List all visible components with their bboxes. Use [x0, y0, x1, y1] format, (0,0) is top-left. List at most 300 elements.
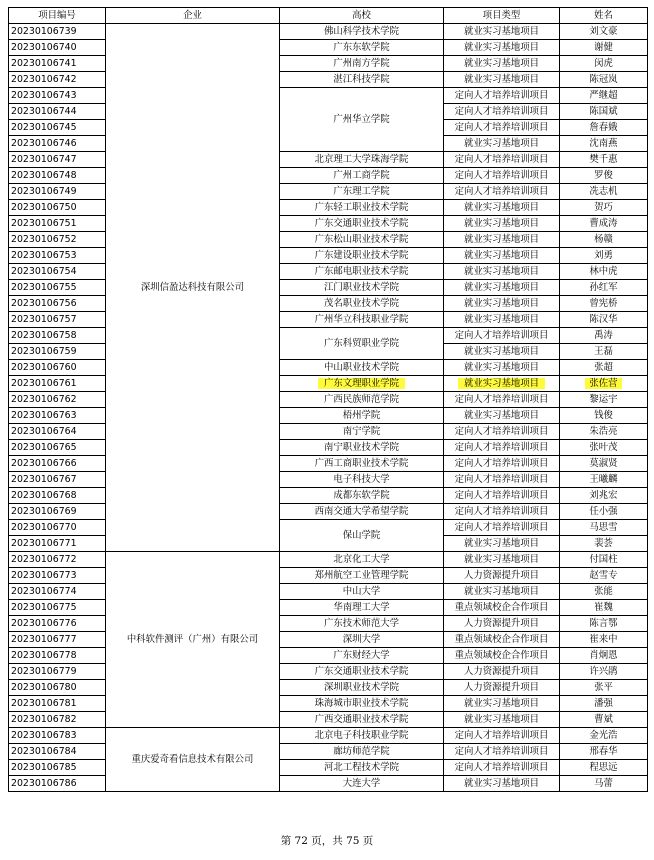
project-id-cell: 20230106769	[9, 504, 106, 520]
name-text: 肖炯恩	[589, 649, 618, 661]
school-cell	[280, 232, 444, 248]
name-text: 陈言鄂	[589, 617, 618, 629]
school-text: 广东轻工职业技术学院	[314, 201, 409, 213]
header-project-id: 项目编号	[9, 8, 106, 24]
name-text: 张平	[594, 681, 613, 693]
project-type-text: 定向人才培养培训项目	[454, 521, 549, 533]
project-type-text: 人力资源提升项目	[463, 681, 539, 693]
project-id-cell: 20230106741	[9, 56, 106, 72]
header-school: 高校	[280, 8, 444, 24]
project-id-cell: 20230106780	[9, 680, 106, 696]
school-cell: 广东科贸职业学院	[280, 328, 444, 360]
project-type-text: 人力资源提升项目	[463, 569, 539, 581]
project-id-cell: 20230106762	[9, 392, 106, 408]
project-type-text: 就业实习基地项目	[463, 313, 539, 325]
school-cell	[280, 456, 444, 472]
name-text: 马蕾	[594, 777, 613, 789]
name-cell	[560, 264, 648, 280]
company-cell: 重庆爱奇看信息技术有限公司	[106, 728, 280, 792]
project-type-text: 就业实习基地项目	[463, 361, 539, 373]
table-row	[9, 712, 648, 728]
project-id-cell: 20230106776	[9, 616, 106, 632]
project-type-text: 定向人才培养培训项目	[454, 105, 549, 117]
name-text: 程思远	[589, 761, 618, 773]
table-row	[9, 184, 648, 200]
school-cell	[280, 296, 444, 312]
name-text: 罗俊	[594, 169, 613, 181]
project-type-text: 定向人才培养培训项目	[454, 505, 549, 517]
name-cell	[560, 600, 648, 616]
name-cell	[560, 152, 648, 168]
project-type-text: 定向人才培养培训项目	[454, 745, 549, 757]
project-type-text: 就业实习基地项目	[463, 409, 539, 421]
project-type-text: 就业实习基地项目	[463, 137, 539, 149]
table-row	[9, 392, 648, 408]
project-id-cell: 20230106765	[9, 440, 106, 456]
table-row	[9, 152, 648, 168]
name-text: 张能	[594, 585, 613, 597]
project-type-cell	[444, 248, 560, 264]
project-id-cell: 20230106752	[9, 232, 106, 248]
project-id-cell: 20230106773	[9, 568, 106, 584]
school-text: 电子科技大学	[333, 473, 390, 485]
name-cell	[560, 136, 648, 152]
school-text: 广东交通职业技术学院	[314, 665, 409, 677]
project-type-cell	[444, 632, 560, 648]
school-text: 中山职业技术学院	[323, 361, 399, 373]
project-type-text: 就业实习基地项目	[463, 25, 539, 37]
project-type-text: 定向人才培养培训项目	[454, 329, 549, 341]
table-row	[9, 520, 648, 536]
school-text: 廊坊师范学院	[333, 745, 390, 757]
school-cell	[280, 632, 444, 648]
school-cell: 保山学院	[280, 520, 444, 552]
project-type-text: 就业实习基地项目	[463, 73, 539, 85]
project-type-text: 就业实习基地项目	[463, 281, 539, 293]
project-id-cell: 20230106758	[9, 328, 106, 344]
project-type-cell	[444, 776, 560, 792]
name-cell	[560, 632, 648, 648]
project-type-cell	[444, 472, 560, 488]
name-cell	[560, 392, 648, 408]
project-type-text: 就业实习基地项目	[463, 537, 539, 549]
school-text: 广东技术师范大学	[323, 617, 399, 629]
project-id-cell: 20230106782	[9, 712, 106, 728]
name-cell	[560, 552, 648, 568]
school-cell	[280, 616, 444, 632]
project-type-text: 人力资源提升项目	[463, 617, 539, 629]
school-cell	[280, 152, 444, 168]
table-row	[9, 584, 648, 600]
name-text: 曹成涛	[589, 217, 618, 229]
name-text: 刘文豪	[589, 25, 618, 37]
project-id-cell: 20230106777	[9, 632, 106, 648]
project-id-cell: 20230106778	[9, 648, 106, 664]
project-type-text: 就业实习基地项目	[463, 233, 539, 245]
name-cell	[560, 680, 648, 696]
project-id-cell: 20230106770	[9, 520, 106, 536]
project-type-text: 重点领域校企合作项目	[454, 633, 549, 645]
project-type-cell	[444, 344, 560, 360]
school-cell	[280, 440, 444, 456]
project-type-cell	[444, 280, 560, 296]
name-text: 陈国斌	[589, 105, 618, 117]
name-text: 严继超	[589, 89, 618, 101]
name-text: 刘兆宏	[589, 489, 618, 501]
school-text: 中山大学	[342, 585, 381, 597]
table-row	[9, 72, 648, 88]
school-text: 广东理工学院	[333, 185, 390, 197]
school-cell	[280, 776, 444, 792]
name-cell	[560, 504, 648, 520]
project-type-cell	[444, 296, 560, 312]
school-cell	[280, 472, 444, 488]
project-type-cell	[444, 568, 560, 584]
table-body	[9, 24, 648, 792]
table-row	[9, 376, 648, 392]
project-id-cell: 20230106745	[9, 120, 106, 136]
school-text: 广东财经大学	[333, 649, 390, 661]
school-cell: 广州华立学院	[280, 88, 444, 152]
project-type-cell	[444, 616, 560, 632]
name-text: 王曦麟	[589, 473, 618, 485]
project-type-text: 定向人才培养培训项目	[454, 393, 549, 405]
school-text: 广西民族师范学院	[323, 393, 399, 405]
project-type-cell	[444, 232, 560, 248]
name-text: 许兴鹃	[589, 665, 618, 677]
project-id-cell: 20230106747	[9, 152, 106, 168]
name-cell	[560, 168, 648, 184]
project-id-cell: 20230106768	[9, 488, 106, 504]
school-text: 广西工商职业技术学院	[314, 457, 409, 469]
project-type-text: 就业实习基地项目	[463, 553, 539, 565]
project-type-text: 定向人才培养培训项目	[454, 489, 549, 501]
name-text: 张超	[594, 361, 613, 373]
school-cell	[280, 488, 444, 504]
header-name: 姓名	[560, 8, 648, 24]
name-text: 闵虎	[594, 57, 613, 69]
project-type-cell	[444, 408, 560, 424]
name-cell	[560, 120, 648, 136]
name-cell	[560, 24, 648, 40]
name-text: 张叶茂	[589, 441, 618, 453]
name-text: 孙红军	[589, 281, 618, 293]
school-cell	[280, 648, 444, 664]
school-cell	[280, 40, 444, 56]
name-cell	[560, 712, 648, 728]
table-row	[9, 696, 648, 712]
school-text: 大连大学	[342, 777, 381, 789]
project-type-text: 就业实习基地项目	[463, 41, 539, 53]
name-cell	[560, 40, 648, 56]
name-cell	[560, 744, 648, 760]
project-type-text: 定向人才培养培训项目	[454, 121, 549, 133]
project-id-cell: 20230106751	[9, 216, 106, 232]
project-type-cell	[444, 360, 560, 376]
table-row	[9, 600, 648, 616]
project-type-cell	[444, 376, 560, 392]
name-cell	[560, 56, 648, 72]
name-text: 谢健	[594, 41, 613, 53]
name-cell	[560, 584, 648, 600]
name-text: 杨赣	[594, 233, 613, 245]
name-text: 沈南燕	[589, 137, 618, 149]
table-row	[9, 744, 648, 760]
name-cell	[560, 104, 648, 120]
project-id-cell: 20230106757	[9, 312, 106, 328]
school-text: 珠海城市职业技术学院	[314, 697, 409, 709]
project-id-cell: 20230106785	[9, 760, 106, 776]
project-id-cell: 20230106771	[9, 536, 106, 552]
project-id-cell: 20230106739	[9, 24, 106, 40]
project-type-cell	[444, 24, 560, 40]
project-id-cell: 20230106772	[9, 552, 106, 568]
name-cell	[560, 488, 648, 504]
name-cell	[560, 520, 648, 536]
project-type-cell	[444, 440, 560, 456]
name-text: 黎运宇	[589, 393, 618, 405]
header-company: 企业	[106, 8, 280, 24]
school-text: 华南理工大学	[333, 601, 390, 613]
table-row	[9, 552, 648, 568]
name-text: 任小强	[589, 505, 618, 517]
name-text: 赵雪专	[589, 569, 618, 581]
table-row	[9, 632, 648, 648]
project-id-cell: 20230106749	[9, 184, 106, 200]
name-cell	[560, 232, 648, 248]
name-cell	[560, 728, 648, 744]
name-text: 崔魏	[594, 601, 613, 613]
project-type-text: 定向人才培养培训项目	[454, 473, 549, 485]
name-text: 付国柱	[589, 553, 618, 565]
school-cell	[280, 184, 444, 200]
school-text: 南宁职业技术学院	[323, 441, 399, 453]
name-text: 朱浩亮	[589, 425, 618, 437]
school-cell	[280, 728, 444, 744]
school-cell	[280, 664, 444, 680]
project-id-cell: 20230106748	[9, 168, 106, 184]
project-type-cell	[444, 760, 560, 776]
name-text: 刘勇	[594, 249, 613, 261]
name-text: 邢春华	[589, 745, 618, 757]
project-id-cell: 20230106764	[9, 424, 106, 440]
name-cell	[560, 456, 648, 472]
table-row	[9, 472, 648, 488]
project-id-cell: 20230106750	[9, 200, 106, 216]
school-cell	[280, 248, 444, 264]
project-type-cell	[444, 72, 560, 88]
project-id-cell: 20230106740	[9, 40, 106, 56]
school-text: 广东东软学院	[333, 41, 390, 53]
name-cell	[560, 760, 648, 776]
project-type-text: 就业实习基地项目	[458, 378, 545, 389]
project-type-text: 就业实习基地项目	[463, 217, 539, 229]
name-text: 崔来中	[589, 633, 618, 645]
school-text: 江门职业技术学院	[323, 281, 399, 293]
name-cell	[560, 72, 648, 88]
project-type-text: 就业实习基地项目	[463, 777, 539, 789]
table-row	[9, 776, 648, 792]
name-cell	[560, 248, 648, 264]
school-text: 成都东软学院	[333, 489, 390, 501]
project-id-cell: 20230106781	[9, 696, 106, 712]
school-text: 北京化工大学	[333, 553, 390, 565]
table-row	[9, 664, 648, 680]
school-cell	[280, 312, 444, 328]
project-type-cell	[444, 184, 560, 200]
school-text: 河北工程技术学院	[323, 761, 399, 773]
name-text: 曾宪桥	[589, 297, 618, 309]
school-cell	[280, 280, 444, 296]
name-cell	[560, 776, 648, 792]
project-type-text: 定向人才培养培训项目	[454, 169, 549, 181]
name-cell	[560, 408, 648, 424]
school-text: 深圳职业技术学院	[323, 681, 399, 693]
project-type-text: 定向人才培养培训项目	[454, 185, 549, 197]
name-cell	[560, 472, 648, 488]
school-cell	[280, 72, 444, 88]
school-text: 广州华立科技职业学院	[314, 313, 409, 325]
project-id-cell: 20230106743	[9, 88, 106, 104]
table-row	[9, 40, 648, 56]
project-type-cell	[444, 504, 560, 520]
project-type-cell	[444, 328, 560, 344]
name-cell	[560, 296, 648, 312]
name-cell	[560, 376, 648, 392]
name-text: 林中虎	[589, 265, 618, 277]
table-row	[9, 24, 648, 40]
table-row	[9, 88, 648, 104]
school-cell	[280, 600, 444, 616]
name-cell	[560, 360, 648, 376]
school-text: 北京理工大学珠海学院	[314, 153, 409, 165]
table-row	[9, 680, 648, 696]
name-cell	[560, 648, 648, 664]
school-cell	[280, 216, 444, 232]
name-text: 潘强	[594, 697, 613, 709]
school-text: 广州南方学院	[333, 57, 390, 69]
project-id-cell: 20230106756	[9, 296, 106, 312]
school-text: 深圳大学	[342, 633, 381, 645]
project-type-cell	[444, 552, 560, 568]
project-type-text: 定向人才培养培训项目	[454, 153, 549, 165]
table-row	[9, 488, 648, 504]
table-row	[9, 200, 648, 216]
project-id-cell: 20230106784	[9, 744, 106, 760]
name-text: 裴荟	[594, 537, 613, 549]
school-text: 南宁学院	[342, 425, 381, 437]
name-cell	[560, 664, 648, 680]
project-id-cell: 20230106754	[9, 264, 106, 280]
name-text: 金光浩	[589, 729, 618, 741]
school-text: 北京电子科技职业学院	[314, 729, 409, 741]
table-row	[9, 456, 648, 472]
project-type-text: 就业实习基地项目	[463, 697, 539, 709]
project-id-cell: 20230106742	[9, 72, 106, 88]
project-id-cell: 20230106746	[9, 136, 106, 152]
school-cell	[280, 408, 444, 424]
project-id-cell: 20230106783	[9, 728, 106, 744]
table-row	[9, 168, 648, 184]
project-type-cell	[444, 696, 560, 712]
name-text: 冼志机	[589, 185, 618, 197]
school-text: 广东建设职业技术学院	[314, 249, 409, 261]
project-type-cell	[444, 488, 560, 504]
project-type-text: 就业实习基地项目	[463, 713, 539, 725]
project-type-text: 重点领域校企合作项目	[454, 649, 549, 661]
company-cell: 中科软件测评（广州）有限公司	[106, 552, 280, 728]
project-id-cell: 20230106755	[9, 280, 106, 296]
table-row	[9, 616, 648, 632]
name-cell	[560, 424, 648, 440]
table-row	[9, 728, 648, 744]
project-type-cell	[444, 600, 560, 616]
name-text: 陈汉华	[589, 313, 618, 325]
school-text: 佛山科学技术学院	[323, 25, 399, 37]
project-table	[8, 7, 648, 792]
project-id-cell: 20230106767	[9, 472, 106, 488]
page-footer: 第 72 页，共 75 页	[280, 835, 374, 847]
project-type-text: 定向人才培养培训项目	[454, 441, 549, 453]
project-type-text: 就业实习基地项目	[463, 201, 539, 213]
table-header-row	[9, 8, 648, 24]
school-text: 西南交通大学希望学院	[314, 505, 409, 517]
school-text: 广州工商学院	[333, 169, 390, 181]
school-cell	[280, 584, 444, 600]
name-text: 詹春娥	[589, 121, 618, 133]
project-type-text: 就业实习基地项目	[463, 345, 539, 357]
name-cell	[560, 88, 648, 104]
school-cell	[280, 552, 444, 568]
project-type-cell	[444, 648, 560, 664]
project-type-cell	[444, 680, 560, 696]
project-type-cell	[444, 520, 560, 536]
school-text: 广东交通职业技术学院	[314, 217, 409, 229]
school-cell	[280, 680, 444, 696]
school-cell	[280, 168, 444, 184]
project-id-cell: 20230106744	[9, 104, 106, 120]
table-row	[9, 280, 648, 296]
project-type-cell	[444, 56, 560, 72]
name-cell	[560, 616, 648, 632]
name-cell	[560, 184, 648, 200]
name-cell	[560, 536, 648, 552]
project-type-cell	[444, 664, 560, 680]
project-type-text: 重点领域校企合作项目	[454, 601, 549, 613]
name-cell	[560, 440, 648, 456]
name-cell	[560, 328, 648, 344]
table-row	[9, 408, 648, 424]
project-type-cell	[444, 200, 560, 216]
project-type-text: 定向人才培养培训项目	[454, 89, 549, 101]
table-row	[9, 232, 648, 248]
school-cell	[280, 568, 444, 584]
name-cell	[560, 200, 648, 216]
school-text: 梧州学院	[342, 409, 381, 421]
name-text: 莫淑贤	[589, 457, 618, 469]
table-row	[9, 504, 648, 520]
project-type-cell	[444, 152, 560, 168]
project-type-text: 就业实习基地项目	[463, 585, 539, 597]
project-type-text: 就业实习基地项目	[463, 297, 539, 309]
school-cell	[280, 392, 444, 408]
project-type-text: 就业实习基地项目	[463, 249, 539, 261]
project-id-cell: 20230106786	[9, 776, 106, 792]
name-cell	[560, 312, 648, 328]
table-row	[9, 648, 648, 664]
project-type-text: 就业实习基地项目	[463, 265, 539, 277]
project-type-text: 定向人才培养培训项目	[454, 457, 549, 469]
